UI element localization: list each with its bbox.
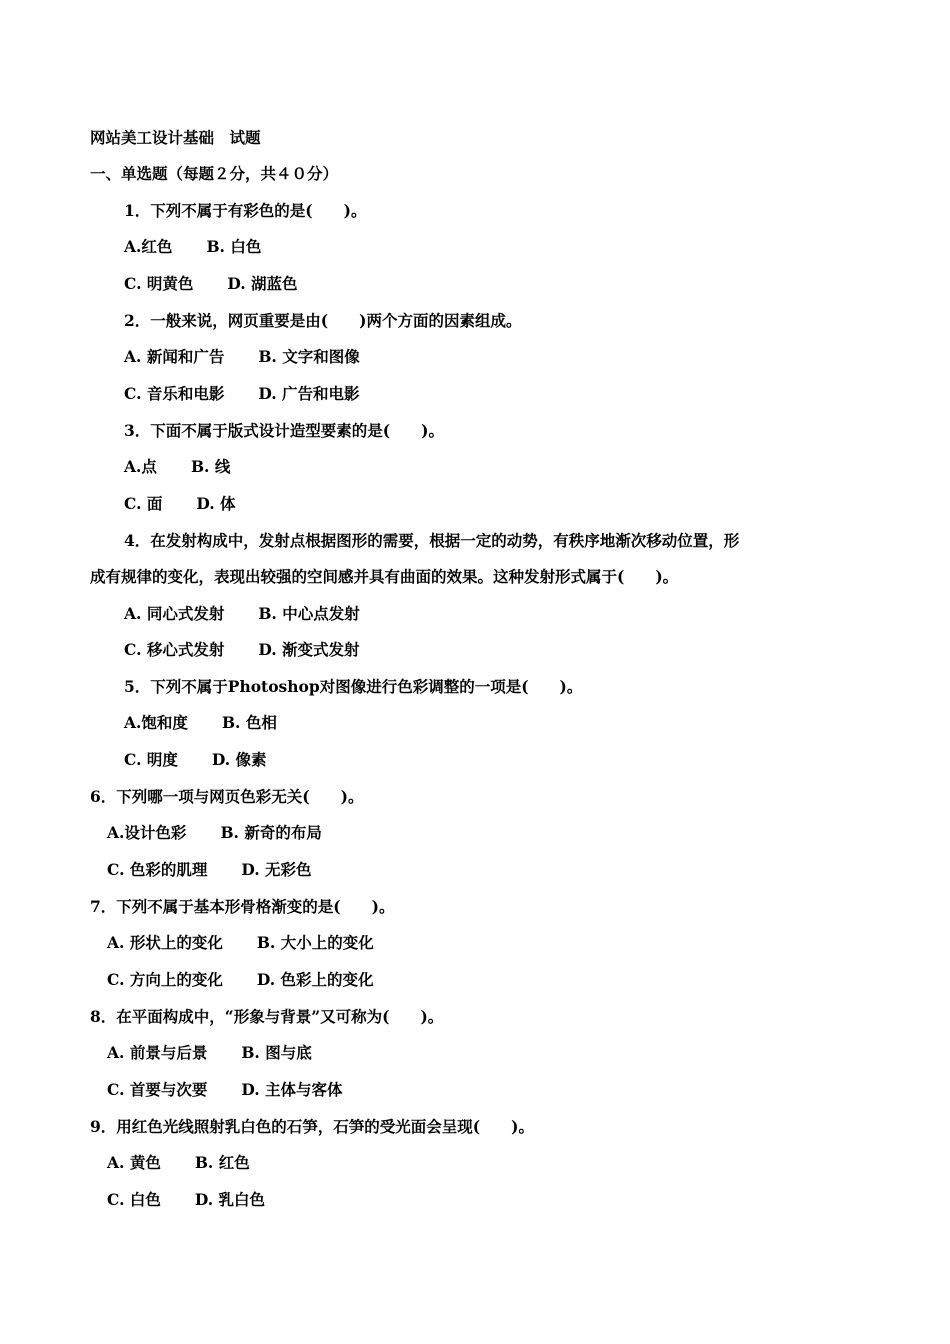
- question-9-options-row2: [107, 1190, 265, 1210]
- option-d: D. 像素: [211, 750, 267, 769]
- option-d: D. 乳白色: [194, 1190, 266, 1209]
- question-8-options-row1: [107, 1043, 312, 1063]
- question-9-options-row1: [107, 1153, 250, 1173]
- option-c: C. 白色: [107, 1190, 161, 1209]
- option-b: B. 图与底: [241, 1043, 312, 1062]
- question-4-options-row1: [124, 604, 360, 624]
- option-c: C. 明黄色: [124, 274, 194, 293]
- question-4-options-row2: [124, 640, 360, 660]
- question-8-options-row2: [107, 1080, 343, 1100]
- option-d: D. 主体与客体: [241, 1080, 343, 1099]
- option-b: B. 中心点发射: [258, 604, 360, 623]
- question-3-stem: 3．下面不属于版式设计造型要素的是( )。: [124, 421, 444, 440]
- question-6-options-row2: [107, 860, 312, 880]
- question-1-options-row1: [124, 237, 261, 257]
- question-1-stem: 1．下列不属于有彩色的是( )。: [124, 201, 367, 220]
- question-3-options-row2: [124, 494, 236, 514]
- question-6-options-row1: [107, 823, 322, 843]
- option-d: D. 广告和电影: [258, 384, 360, 403]
- option-a: A.点: [124, 457, 157, 476]
- question-5-options-row2: [124, 750, 267, 770]
- question-5-options-row1: [124, 713, 277, 733]
- option-c: C. 明度: [124, 750, 178, 769]
- question-2-stem: 2．一般来说，网页重要是由( )两个方面的因素组成。: [124, 311, 522, 330]
- option-d: D. 湖蓝色: [227, 274, 298, 293]
- option-c: C. 色彩的肌理: [107, 860, 208, 879]
- option-a: A.红色: [124, 237, 173, 256]
- option-b: B. 红色: [194, 1153, 250, 1172]
- question-6-stem: 6．下列哪一项与网页色彩无关( )。: [90, 787, 364, 806]
- option-a: A. 新闻和广告: [124, 347, 225, 366]
- question-9-stem: 9．用红色光线照射乳白色的石笋，石笋的受光面会呈现( )。: [90, 1117, 534, 1136]
- option-b: B. 大小上的变化: [256, 933, 374, 952]
- question-4-stem-continued: 成有规律的变化，表现出较强的空间感并具有曲面的效果。这种发射形式属于( )。: [90, 567, 679, 586]
- question-5-stem: 5．下列不属于Photoshop对图像进行色彩调整的一项是( )。: [124, 677, 583, 696]
- option-d: D. 体: [196, 494, 236, 513]
- question-2-options-row2: [124, 384, 360, 404]
- option-a: A. 同心式发射: [124, 604, 225, 623]
- option-d: D. 无彩色: [241, 860, 312, 879]
- question-8-stem: 8．在平面构成中，“形象与背景”又可称为( )。: [90, 1007, 444, 1026]
- option-a: A. 前景与后景: [107, 1043, 208, 1062]
- option-c: C. 面: [124, 494, 163, 513]
- option-b: B. 线: [190, 457, 231, 476]
- question-4-stem: 4．在发射构成中，发射点根据图形的需要，根据一定的动势，有秩序地渐次移动位置，形: [124, 531, 740, 550]
- option-c: C. 方向上的变化: [107, 970, 223, 989]
- exam-title: 网站美工设计基础 试题: [90, 128, 261, 147]
- question-7-stem: 7．下列不属于基本形骨格渐变的是( )。: [90, 897, 395, 916]
- option-b: B. 文字和图像: [258, 347, 360, 366]
- question-2-options-row1: [124, 347, 360, 367]
- option-a: A. 形状上的变化: [107, 933, 223, 952]
- option-b: B. 白色: [206, 237, 262, 256]
- option-a: A.饱和度: [124, 713, 188, 732]
- question-3-options-row1: [124, 457, 230, 477]
- option-a: A.设计色彩: [107, 823, 187, 842]
- option-d: D. 渐变式发射: [258, 640, 360, 659]
- section-heading: 一、单选题（每题２分，共４０分）: [90, 164, 339, 183]
- option-a: A. 黄色: [107, 1153, 161, 1172]
- option-c: C. 移心式发射: [124, 640, 225, 659]
- option-d: D. 色彩上的变化: [256, 970, 374, 989]
- option-c: C. 首要与次要: [107, 1080, 208, 1099]
- question-7-options-row1: [107, 933, 374, 953]
- option-b: B. 色相: [221, 713, 277, 732]
- option-b: B. 新奇的布局: [220, 823, 322, 842]
- option-c: C. 音乐和电影: [124, 384, 225, 403]
- question-7-options-row2: [107, 970, 374, 990]
- question-1-options-row2: [124, 274, 298, 294]
